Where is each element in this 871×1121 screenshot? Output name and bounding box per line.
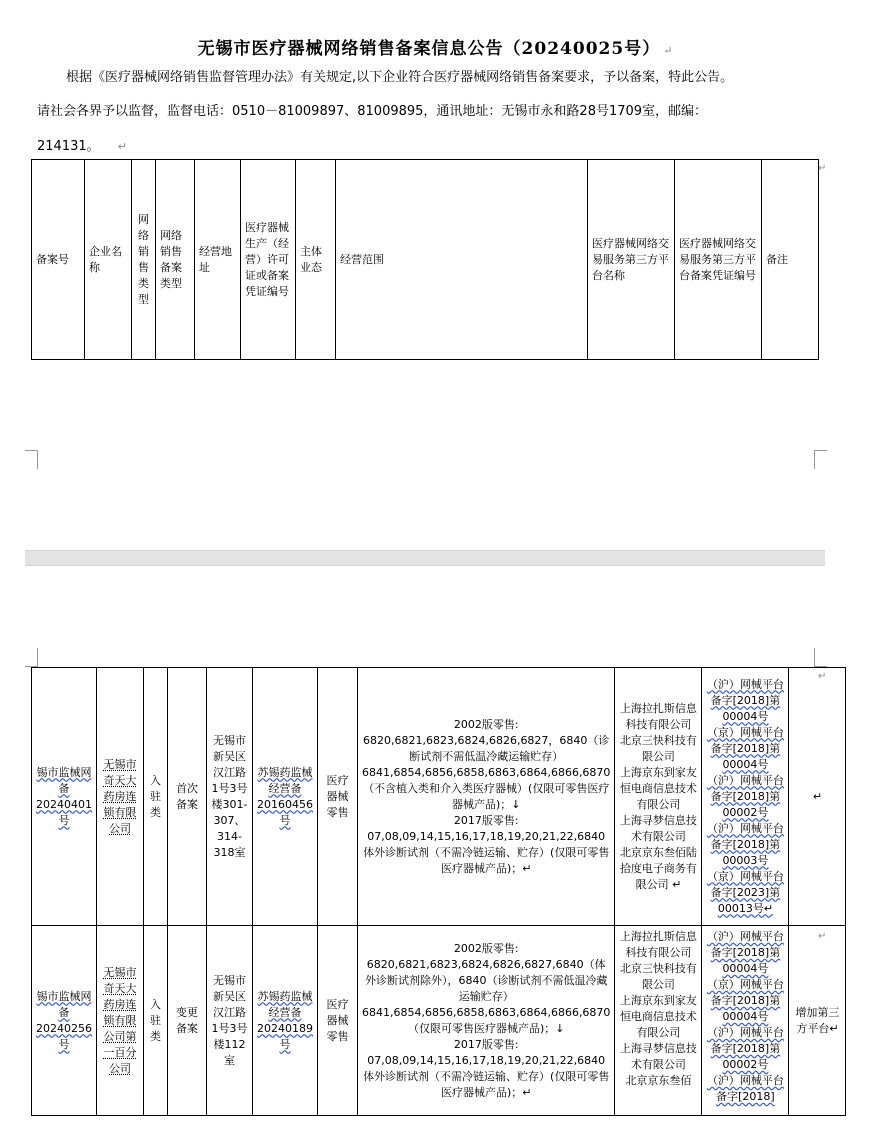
header-company: 企业名称	[85, 160, 132, 360]
license-no: 苏锡药监械经营备20240189号	[257, 989, 313, 1051]
document-title	[0, 34, 871, 59]
remark: ↵	[789, 668, 846, 926]
license-cell	[253, 668, 318, 926]
scope-line: 6820,6821,6823,6824,6826,6827,6840（体外诊断试剂除外），6840（诊断试剂不需低温冷藏运输贮存）	[364, 957, 608, 1003]
header-table	[31, 159, 819, 360]
header-remark: 备注	[762, 160, 819, 360]
scope-line: 2002版零售:	[453, 941, 519, 955]
row-end-mark: ↵	[818, 671, 827, 682]
remark: 增加第三方平台↵	[789, 926, 846, 1116]
crop-mark-right	[814, 648, 827, 667]
crop-mark-left	[25, 450, 38, 469]
scope-line: 6841,6854,6856,6858,6863,6864,6866,6870（仅限可零售医疗器械产品)；↓	[362, 1005, 611, 1035]
crop-mark-left	[25, 648, 38, 667]
data-table	[31, 667, 846, 1116]
table-row	[32, 926, 846, 1116]
record-no-cell	[32, 926, 97, 1116]
header-license: 医疗器械生产（经营）许可证或备案凭证编号	[241, 160, 296, 360]
platform-name: 上海拉扎斯信息科技有限公司	[619, 701, 697, 731]
scope-line: 2017版零售:	[453, 1037, 519, 1051]
header-record-no: 备案号	[32, 160, 85, 360]
scope-line: 6820,6821,6823,6824,6826,6827，6840（诊断试剂不需低温冷藏运输贮存）	[362, 733, 610, 763]
license-no: 苏锡药监械经营备20160456号	[257, 765, 313, 827]
row-end-mark: ↵	[818, 163, 827, 174]
record-no: 锡市监械网备20240401号	[36, 765, 92, 827]
company-name: 无锡市奇天大药房连锁有限公司第一百分公司	[103, 965, 137, 1075]
scope-line: 07,08,09,14,15,16,17,18,19,20,21,22,6840体外诊断试剂（不需冷链运输、贮存）(仅限可零售医疗器械产品)；↵	[363, 829, 610, 875]
platform-cert: （京）网械平台备字[2023]第00013号↵	[706, 869, 784, 915]
scope-line: 2017版零售:	[453, 813, 519, 827]
contact-line-1: 请社会各界予以监督，监督电话：0510－81009897、81009895，通讯地址：无锡市永和路28号1709室，邮编：	[37, 104, 708, 119]
header-net-sales-type: 网络销售类型	[132, 160, 156, 360]
platform-cert: （沪）网械平台备字[2018]第00002号	[706, 773, 784, 819]
record-type: 变更备案	[168, 926, 207, 1116]
scope-cell	[358, 926, 615, 1116]
business-type: 医疗器械零售	[318, 668, 358, 926]
header-business: 主体业态	[296, 160, 336, 360]
header-platform-name: 医疗器械网络交易服务第三方平台名称	[588, 160, 675, 360]
platform-name: 上海拉扎斯信息科技有限公司	[619, 930, 697, 959]
cert-cell	[702, 668, 789, 926]
table-row	[32, 668, 846, 926]
platform-cert: （沪）网械平台备字[2018]第00004号	[706, 930, 784, 975]
paragraph-mark: ↵	[663, 44, 674, 57]
net-sales-type: 入驻类	[144, 668, 168, 926]
platform-cert: （沪）网械平台备字[2018]	[706, 1074, 784, 1103]
scope-cell	[358, 668, 615, 926]
platform-name: 上海寻梦信息技术有限公司	[619, 813, 697, 843]
platform-name: 上海寻梦信息技术有限公司	[619, 1042, 697, 1071]
platform-cell	[615, 926, 702, 1116]
intro-paragraph: 根据《医疗器械网络销售监督管理办法》有关规定,以下企业符合医疗器械网络销售备案要求，予以备案，特此公告。	[66, 70, 734, 85]
page-break	[25, 550, 825, 566]
net-sales-type: 入驻类	[144, 926, 168, 1116]
paragraph-mark: ↵	[117, 140, 127, 153]
platform-cell	[615, 668, 702, 926]
platform-cert: （沪）网械平台备字[2018]第00004号	[706, 677, 784, 723]
record-no-cell	[32, 668, 97, 926]
header-address: 经营地址	[195, 160, 241, 360]
platform-cert: （京）网械平台备字[2018]第00004号	[706, 978, 784, 1023]
company-cell	[97, 668, 144, 926]
license-cell	[253, 926, 318, 1116]
address: 无锡市新吴区汉江路1号3号楼112室	[207, 926, 253, 1116]
platform-name: 北京三快科技有限公司	[619, 733, 697, 763]
platform-cert: （京）网械平台备字[2018]第00004号	[706, 725, 784, 771]
record-no: 锡市监械网备20240256号	[36, 989, 92, 1051]
row-end-mark: ↵	[818, 931, 827, 942]
platform-name: 上海京东到家友恒电商信息技术有限公司	[619, 994, 697, 1039]
header-record-type: 网络销售备案类型	[156, 160, 195, 360]
platform-name: 北京三快科技有限公司	[619, 962, 697, 991]
scope-line: 2002版零售:	[453, 717, 519, 731]
company-cell	[97, 926, 144, 1116]
scope-line: 6841,6854,6856,6858,6863,6864,6866,6870（不含植入类和介入类医疗器械）(仅限可零售医疗器械产品)；↓	[362, 765, 611, 811]
cert-cell	[702, 926, 789, 1116]
platform-name: 北京京东叁佰	[625, 1074, 692, 1087]
company-name: 无锡市奇天大药房连锁有限公司	[103, 757, 137, 835]
platform-name: 北京京东叁佰陆拾度电子商务有限公司 ↵	[619, 845, 697, 891]
title-text: 无锡市医疗器械网络销售备案信息公告（20240025号）	[197, 39, 661, 59]
postcode-text: 214131。	[37, 139, 100, 154]
address: 无锡市新吴区汉江路1号3号楼301-307、314-318室	[207, 668, 253, 926]
record-type: 首次备案	[168, 668, 207, 926]
scope-line: 07,08,09,14,15,16,17,18,19,20,21,22,6840体外诊断试剂（不需冷链运输、贮存）(仅限可零售医疗器械产品)；↵	[363, 1053, 610, 1099]
platform-cert: （沪）网械平台备字[2018]第00003号	[706, 821, 784, 867]
platform-cert: （沪）网械平台备字[2018]第00002号	[706, 1026, 784, 1071]
platform-name: 上海京东到家友恒电商信息技术有限公司	[619, 765, 697, 811]
header-scope: 经营范围	[336, 160, 588, 360]
crop-mark-right	[814, 450, 827, 469]
business-type: 医疗器械零售	[318, 926, 358, 1116]
contact-line-2	[37, 135, 837, 154]
header-platform-cert: 医疗器械网络交易服务第三方平台备案凭证编号	[675, 160, 762, 360]
